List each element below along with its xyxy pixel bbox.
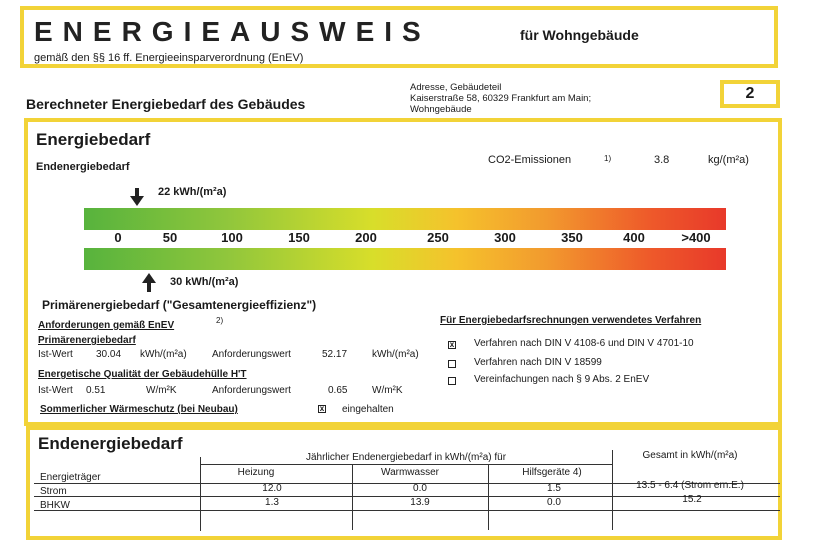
sommer-label: Sommerlicher Wärmeschutz (bei Neubau) — [40, 404, 238, 415]
verfahren-checkbox: x — [449, 340, 455, 349]
scale-tick: 250 — [427, 230, 449, 245]
primary-subheading: Primärenergiebedarf — [38, 335, 136, 346]
huelle-ist-unit: W/m²K — [146, 385, 177, 396]
ist-value: 30.04 — [96, 349, 122, 360]
end-marker-arrow-icon — [130, 196, 144, 206]
ist-unit: kWh/(m²a) — [140, 349, 187, 360]
huelle-anf-unit: W/m²K — [372, 385, 403, 396]
end-marker-label: 22 kWh/(m²a) — [158, 186, 227, 198]
table-cell-warmwasser: 0.0 — [413, 483, 427, 494]
verfahren-checkbox — [448, 377, 456, 385]
address-block — [410, 82, 690, 115]
table-col-hilfsgeraete: Hilfsgeräte 4) — [522, 467, 582, 478]
table-total-header: Gesamt in kWh/(m²a) — [642, 450, 738, 461]
primary-marker-label: 30 kWh/(m²a) — [170, 276, 239, 288]
page-number: 2 — [720, 80, 780, 108]
verfahren-option: Verfahren nach DIN V 4108-6 und DIN V 4701-10 — [474, 338, 694, 349]
sommer-value: eingehalten — [342, 404, 394, 415]
address-line: Kaiserstraße 58, 60329 Frankfurt am Main; — [410, 93, 592, 104]
endenergie-label: Endenergiebedarf — [36, 161, 130, 173]
scale-tick: 150 — [288, 230, 310, 245]
huelle-anf-value: 0.65 — [328, 385, 348, 396]
scale-tick: 200 — [355, 230, 377, 245]
primary-heading: Primärenergiebedarf ("Gesamtenergieeffizienz") — [42, 298, 317, 312]
table-cell-heizung: 1.3 — [265, 497, 279, 508]
table-col-warmwasser: Warmwasser — [381, 467, 439, 478]
table-cell-gesamt: 13.5 - 6.4 (Strom ern.E.) — [636, 480, 744, 491]
scale-tick: 0 — [114, 230, 122, 245]
table-cell-hilfs: 0.0 — [547, 497, 561, 508]
anf-label: Anforderungswert — [212, 349, 291, 360]
table-cell-heizung: 12.0 — [262, 483, 282, 494]
table-carrier-header: Energieträger — [40, 472, 101, 483]
address-label: Adresse, Gebäudeteil — [410, 82, 502, 93]
huelle-subheading: Energetische Qualität der Gebäudehülle H'T — [38, 369, 247, 380]
scale-tick: 100 — [221, 230, 243, 245]
address-part: Wohngebäude — [410, 104, 472, 115]
co2-value: 3.8 — [654, 154, 670, 166]
co2-footnote: 1) — [604, 154, 612, 163]
anforderungen-heading: Anforderungen gemäß EnEV — [38, 320, 175, 331]
table-cell-warmwasser: 13.9 — [410, 497, 430, 508]
table-row-carrier: Strom — [40, 486, 67, 497]
efficiency-scale-bar-bottom — [84, 248, 726, 270]
table-col-heizung: Heizung — [237, 467, 275, 478]
section-title: Berechneter Energiebedarf des Gebäudes — [26, 96, 306, 112]
anf-unit: kWh/(m²a) — [372, 349, 419, 360]
table-cell-gesamt: 15.2 — [682, 494, 702, 505]
scale-tick: >400 — [681, 230, 711, 245]
efficiency-scale-bar-top — [84, 208, 726, 230]
ist-label: Ist-Wert — [38, 349, 73, 360]
verfahren-checkbox — [448, 360, 456, 368]
document-subtitle: gemäß den §§ 16 ff. Energieeinsparverordnung (EnEV) — [34, 52, 304, 64]
table-row-carrier: BHKW — [40, 500, 70, 511]
anf-value: 52.17 — [322, 349, 348, 360]
table-group-header: Jährlicher Endenergiebedarf in kWh/(m²a) für — [305, 452, 507, 463]
verfahren-option: Vereinfachungen nach § 9 Abs. 2 EnEV — [474, 374, 650, 385]
co2-unit: kg/(m²a) — [708, 154, 749, 166]
huelle-anf-label: Anforderungswert — [212, 385, 291, 396]
huelle-ist-value: 0.51 — [86, 385, 106, 396]
huelle-ist-label: Ist-Wert — [38, 385, 73, 396]
verfahren-heading: Für Energiebedarfsrechnungen verwendetes Verfahren — [440, 315, 702, 326]
co2-label: CO2-Emissionen — [488, 154, 572, 166]
document-title-suffix: für Wohngebäude — [520, 27, 639, 43]
sommer-checkbox: x — [319, 404, 325, 413]
verfahren-option: Verfahren nach DIN V 18599 — [474, 357, 602, 368]
endenergie-table-heading: Endenergiebedarf — [38, 434, 183, 453]
scale-tick: 50 — [162, 230, 178, 245]
scale-tick: 350 — [561, 230, 583, 245]
scale-tick: 400 — [623, 230, 645, 245]
scale-tick: 300 — [494, 230, 516, 245]
anforderungen-footnote: 2) — [216, 316, 224, 325]
table-cell-hilfs: 1.5 — [547, 483, 561, 494]
energiebedarf-heading: Energiebedarf — [36, 130, 151, 149]
document-title: ENERGIEAUSWEIS — [34, 16, 431, 47]
primary-marker-stem — [147, 282, 151, 292]
